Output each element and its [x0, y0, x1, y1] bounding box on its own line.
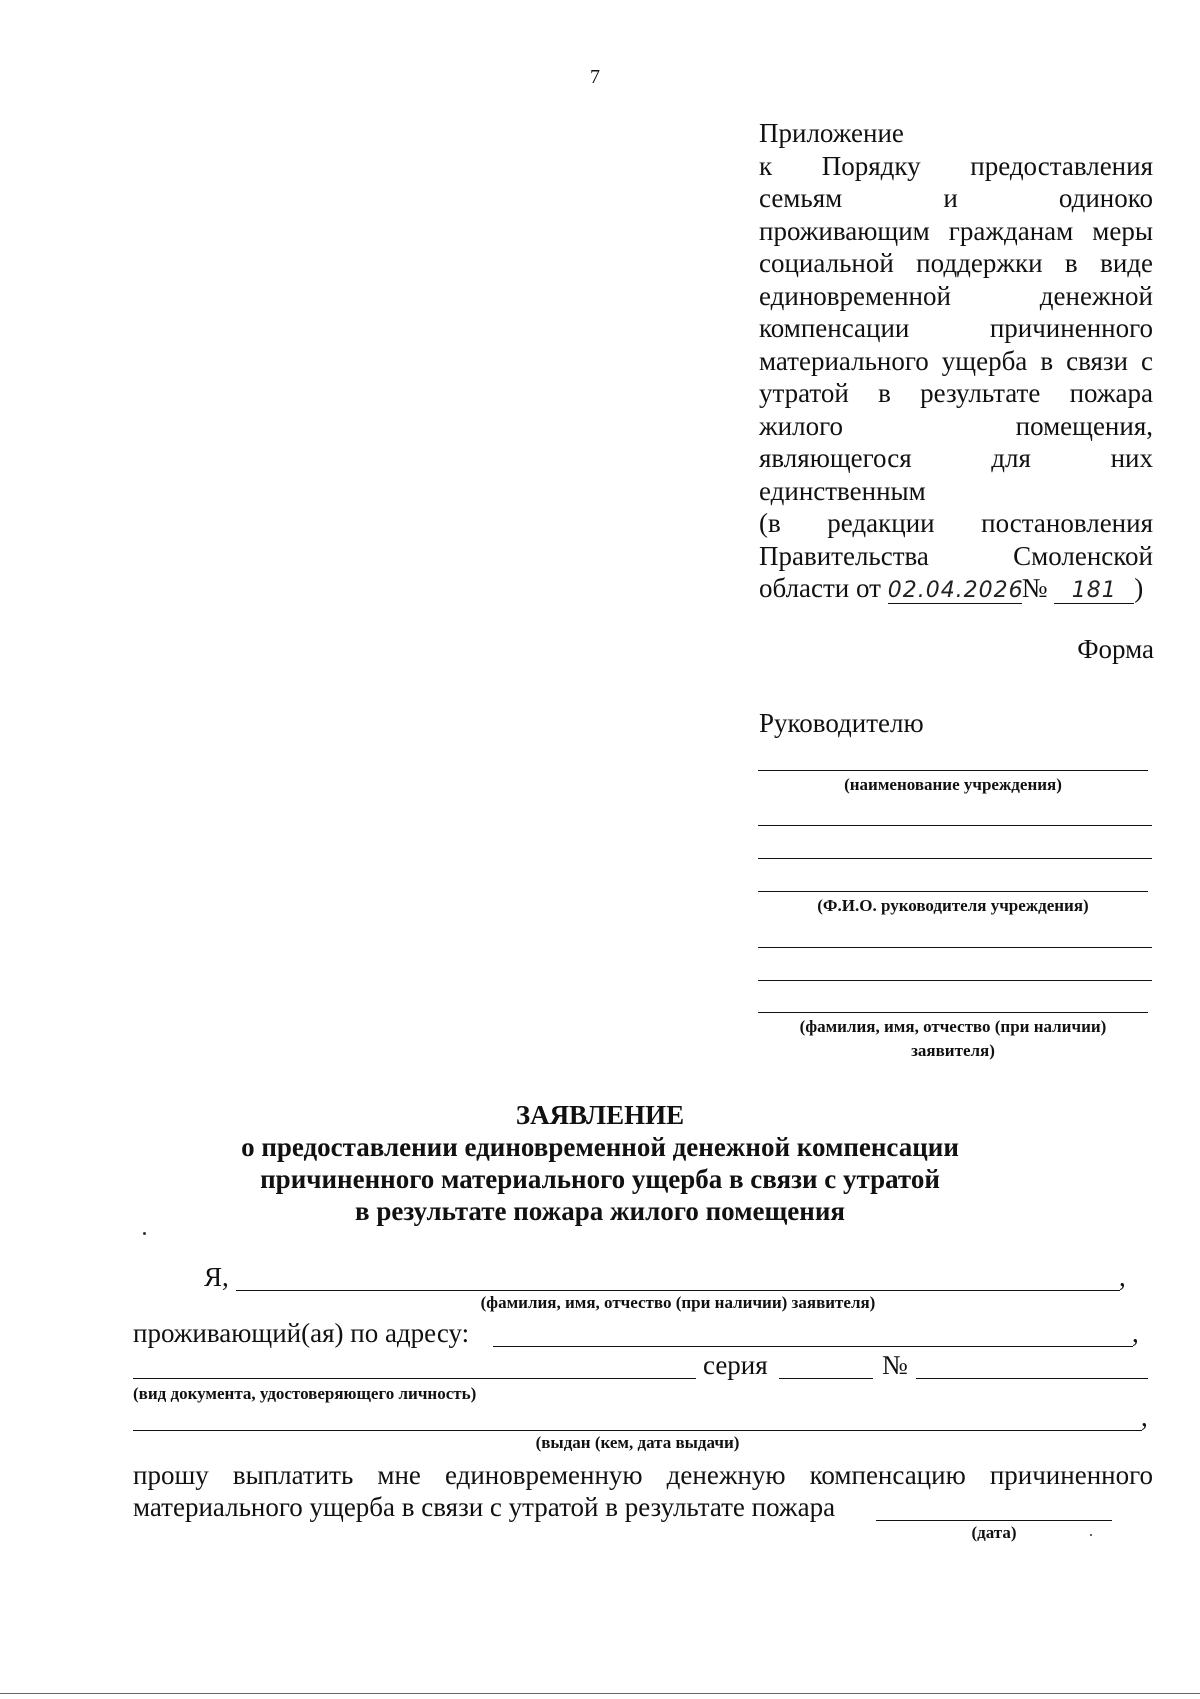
address-comma: ,	[1132, 1318, 1139, 1348]
institution-caption: (наименование учреждения)	[844, 775, 1062, 794]
appendix-line: единовременной денежной	[759, 280, 1153, 311]
fio-comma: ,	[1119, 1262, 1126, 1292]
appendix-line: (в редакции постановления	[759, 508, 1153, 538]
head-name-line[interactable]	[758, 891, 1148, 892]
closing-paren: )	[1134, 573, 1144, 603]
appendix-line: компенсации причиненного	[759, 313, 1153, 343]
applicant-caption-2: заявителя)	[911, 1041, 995, 1060]
issued-by-line[interactable]	[133, 1430, 1142, 1431]
issued-caption: (выдан (кем, дата выдачи)	[535, 1433, 740, 1452]
series-label: серия	[703, 1350, 768, 1380]
handwritten-date: 02.04.2026	[887, 578, 1024, 603]
id-number-line[interactable]	[916, 1378, 1148, 1379]
institution-line[interactable]	[758, 770, 1148, 771]
applicant-fio-line[interactable]	[236, 1290, 1120, 1291]
id-document-line[interactable]	[133, 1378, 696, 1379]
applicant-line-1[interactable]	[758, 947, 1152, 948]
applicant-line-3[interactable]	[758, 1012, 1148, 1013]
page-number: 7	[590, 66, 600, 88]
number-sign: №	[1021, 573, 1048, 603]
addressee-label: Руководителю	[759, 708, 924, 738]
request-text-line-2: материального ущерба в связи с утратой в результате пожара	[133, 1492, 836, 1522]
appendix-block	[759, 117, 1153, 605]
appendix-title: Приложение	[759, 118, 904, 148]
request-text-line-1: прошу выплатить мне единовременную денежную компенсацию причиненного	[133, 1460, 1153, 1490]
applicant-line-2[interactable]	[758, 980, 1152, 981]
head-name-caption: (Ф.И.О. руководителя учреждения)	[817, 896, 1089, 915]
issued-comma: ,	[1141, 1402, 1148, 1432]
statement-subtitle: о предоставлении единовременной денежной компенсации	[241, 1132, 959, 1162]
appendix-date-prefix: области от	[759, 573, 881, 603]
handwritten-number: 181	[1054, 579, 1134, 604]
series-line[interactable]	[779, 1378, 873, 1379]
appendix-last-line	[759, 572, 1153, 605]
page-bottom-edge	[0, 1693, 1200, 1694]
fire-date-line[interactable]	[876, 1520, 1112, 1521]
appendix-line: Правительства Смоленской	[759, 540, 1153, 571]
address-label: проживающий(ая) по адресу:	[133, 1318, 470, 1348]
appendix-line: утратой в результате пожара	[759, 378, 1153, 408]
statement-title: ЗАЯВЛЕНИЕ	[515, 1100, 685, 1130]
date-caption: (дата)	[971, 1523, 1017, 1542]
appendix-line: являющегося для них	[759, 443, 1153, 473]
id-number-label: №	[882, 1350, 908, 1380]
appendix-line: к Порядку предоставления	[759, 150, 1153, 181]
appendix-line: материального ущерба в связи с	[759, 345, 1153, 376]
applicant-caption: (фамилия, имя, отчество (при наличии)	[799, 1017, 1107, 1036]
appendix-line: проживающим гражданам меры	[759, 215, 1153, 246]
appendix-line: социальной поддержки в виде	[759, 248, 1153, 278]
form-label: Форма	[1077, 634, 1154, 664]
institution-line-3[interactable]	[758, 858, 1152, 859]
appendix-line: единственным	[759, 475, 926, 506]
i-label: Я,	[204, 1262, 229, 1292]
statement-subtitle: причиненного материального ущерба в связи с утратой	[260, 1164, 940, 1194]
statement-subtitle: в результате пожара жилого помещения	[355, 1196, 845, 1226]
scan-speck	[1090, 1534, 1092, 1536]
scan-speck	[143, 1232, 146, 1235]
institution-line-2[interactable]	[758, 825, 1152, 826]
appendix-line: жилого помещения,	[759, 410, 1153, 441]
address-line[interactable]	[493, 1346, 1133, 1347]
fio-caption: (фамилия, имя, отчество (при наличии) заявителя)	[480, 1293, 876, 1312]
appendix-line: семьям и одиноко	[759, 183, 1153, 213]
id-document-caption: (вид документа, удостоверяющего личность)	[133, 1384, 477, 1403]
